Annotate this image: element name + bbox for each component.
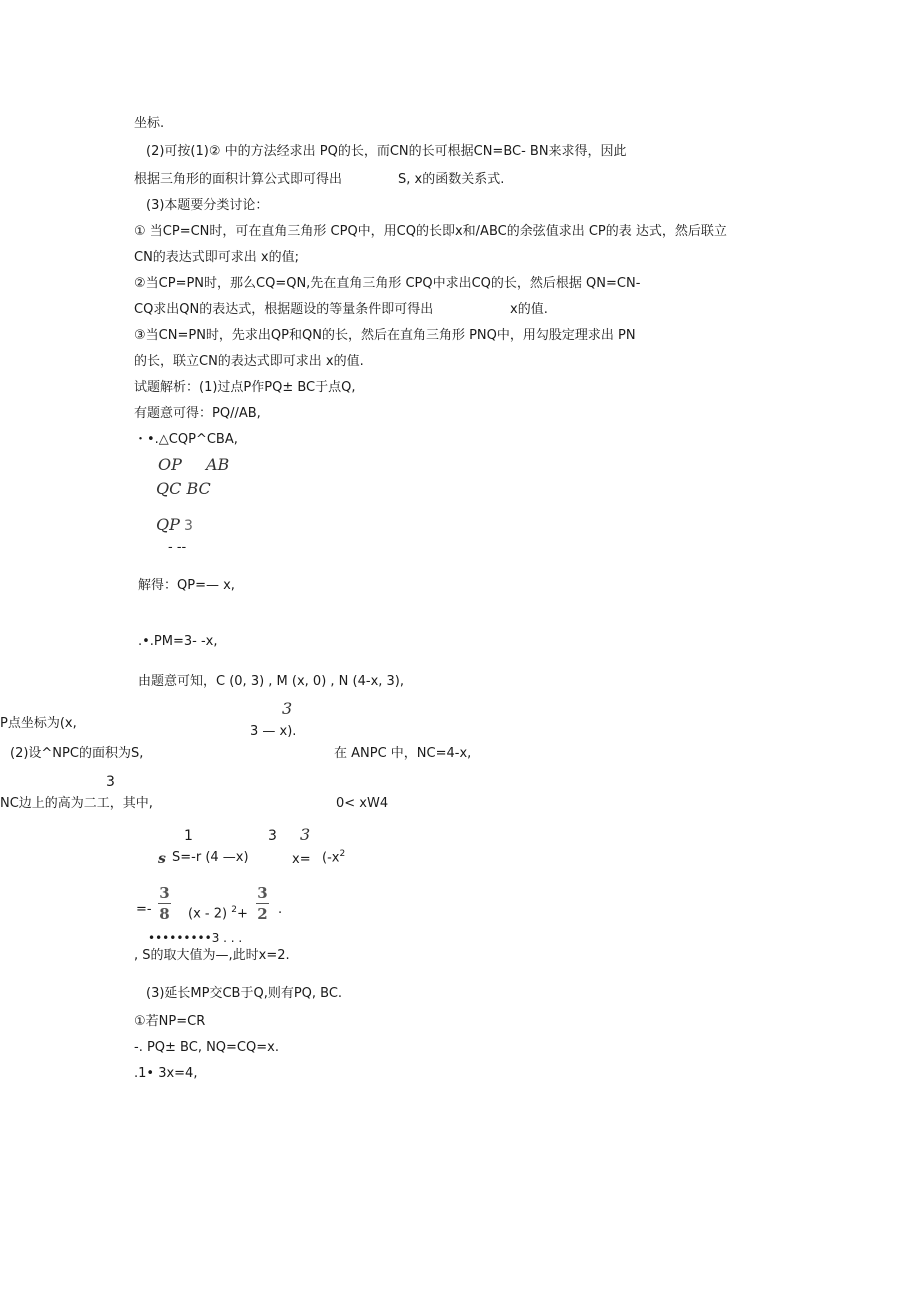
analysis-line-1: 坐标. — [134, 116, 165, 131]
ratio-bottom: QC BC — [156, 479, 211, 498]
solution-line-1: 试题解析：(1)过点P作PQ± BC于点Q, — [134, 380, 356, 395]
solution-line-15: ①若NP=CR — [134, 1014, 206, 1029]
analysis-line-10: 的长，联立CN的表达式即可求出 x的值. — [134, 354, 364, 369]
area-tail: ($-x^2$ — [322, 849, 346, 866]
solution-line-6: 由题意可知，C (0, 3) , M (x, 0) , N (4-x, 3), — [138, 674, 404, 689]
fraction-dashes: - -- — [168, 540, 187, 555]
solution-line-9a: NC边上的高为二工，其中, — [0, 796, 153, 811]
solution-line-9b: 0< xW4 — [336, 796, 389, 811]
fraction-denominator: 2 — [257, 905, 268, 923]
fraction-bar — [256, 903, 269, 904]
analysis-line-7: ②当CP=PN时，那么CQ=QN,先在直角三角形 CPQ中求出CQ的长，然后根据 QN=CN- — [134, 276, 641, 291]
fraction-denominator: 8 — [159, 905, 170, 923]
solution-line-7-tail: 3 — x). — [250, 724, 297, 739]
fraction-three-halves — [256, 884, 269, 923]
area-formula: S=-r (4 —x) — [172, 850, 249, 865]
vertex-form-period: . — [278, 902, 283, 917]
fraction-bar — [158, 903, 171, 904]
ratio-top-left: OP — [158, 455, 182, 474]
area-fraction-three-italic: 3 — [300, 825, 311, 844]
dotted-line: •••••••••3 . . . — [148, 931, 243, 945]
ratio-top-right: AB — [206, 455, 230, 474]
analysis-line-8a: CQ求出QN的表达式，根据题设的等量条件即可得出 — [134, 302, 434, 317]
area-x-equals: x= — [292, 852, 311, 867]
area-fraction-three: 3 — [268, 828, 277, 844]
qp-symbol: QP — [156, 515, 180, 534]
solution-line-14: (3)延长MP交CB于Q,则有PQ, BC. — [146, 986, 343, 1001]
area-fraction-one: 1 — [184, 828, 193, 844]
analysis-line-5: ① 当CP=CN时，可在直角三角形 CPQ中，用CQ的长即x和/ABC的余弦值求出 CP的表 达式，然后联立 — [134, 224, 727, 239]
analysis-line-3a: 根据三角形的面积计算公式即可得出 — [134, 172, 343, 187]
area-s-symbol: s — [158, 851, 166, 867]
solution-line-3: ・•.△CQP^CBA, — [134, 432, 238, 447]
solution-line-13: , S的取大值为—,此时x=2. — [134, 948, 290, 963]
analysis-line-6: CN的表达式即可求出 x的值; — [134, 250, 300, 265]
fraction-numerator: 3 — [257, 884, 268, 902]
solution-line-17: .1• 3x=4, — [134, 1066, 198, 1081]
fraction-three-eighths — [158, 884, 171, 923]
solution-line-5: .•.PM=3- -x, — [138, 634, 218, 649]
fraction-numerator: 3 — [159, 884, 170, 902]
solution-line-16: -. PQ± BC, NQ=CQ=x. — [134, 1040, 279, 1055]
height-fraction-numerator: 3 — [106, 774, 115, 790]
solution-line-7: P点坐标为(x, — [0, 716, 77, 731]
vertex-form-middle: (x - 2) $^2$+ — [188, 905, 248, 922]
analysis-line-9: ③当CN=PN时，先求出QP和QN的长，然后在直角三角形 PNQ中，用勾股定理求出 PN — [134, 328, 636, 343]
solution-line-2: 有题意可得：PQ//AB, — [134, 406, 261, 421]
vertex-form-equals: =- — [136, 902, 152, 917]
analysis-line-8b: x的值. — [510, 302, 548, 317]
p-coordinate-fraction-numerator: 3 — [282, 699, 293, 718]
solution-line-4: 解得：QP=— x, — [138, 578, 235, 593]
analysis-line-2: (2)可按(1)② 中的方法经求出 PQ的长，而CN的长可根据CN=BC- BN来求得，因此 — [146, 144, 627, 159]
qp-number: 3 — [184, 518, 193, 534]
solution-line-8a: (2)设^NPC的面积为S, — [10, 746, 144, 761]
solution-line-8b: 在 ANPC 中，NC=4-x, — [334, 746, 472, 761]
analysis-line-3b: S, x的函数关系式. — [398, 172, 505, 187]
analysis-line-4: (3)本题要分类讨论： — [146, 198, 269, 213]
